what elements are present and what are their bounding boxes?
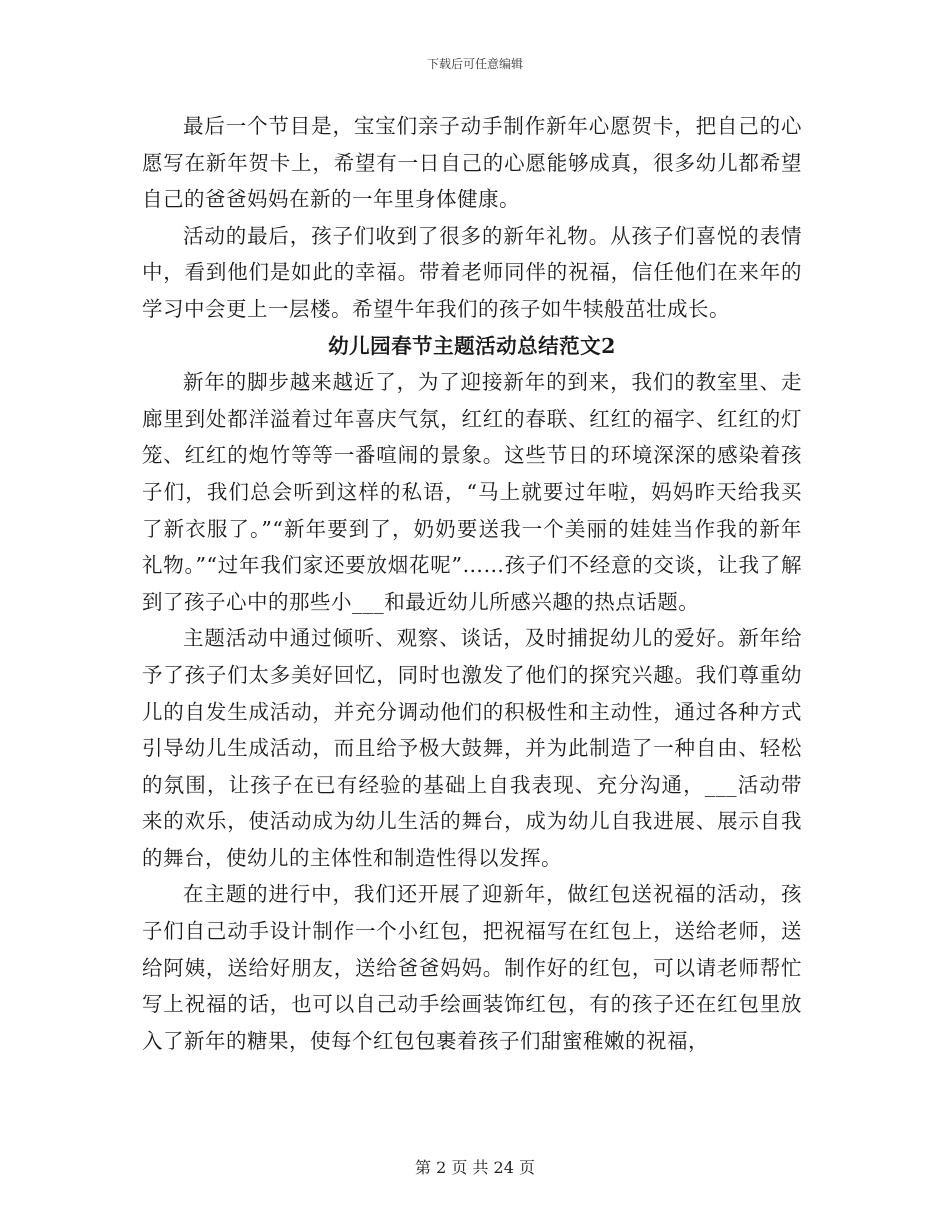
paragraph-red-envelope: 在主题的进行中，我们还开展了迎新年，做红包送祝福的活动，孩子们自己动手设计制作一个小红包，把祝福写在红包上，送给老师，送给阿姨，送给好朋友，送给爸爸妈妈。制作好的红包，可以请老师帮忙写上祝福的话，也可以自己动手绘画装饰红包，有的孩子还在红包里放入了新年的糖果，使每个红包包裹着孩子们甜蜜稚嫩的祝福，: [142, 882, 802, 1053]
paragraph-closing-gifts: 活动的最后，孩子们收到了很多的新年礼物。从孩子们喜悦的表情中，看到他们是如此的幸福。带着老师同伴的祝福，信任他们在来年的学习中会更上一层楼。希望牛年我们的孩子如牛犊般茁壮成长。: [142, 223, 802, 321]
page-number: 第 2 页 共 24 页: [415, 1158, 535, 1177]
document-body: [142, 108, 802, 1059]
section-title: 幼儿园春节主题活动总结范文2: [328, 333, 616, 358]
page-header: 下载后可任意编辑: [426, 57, 523, 71]
paragraph-theme-activity: 主题活动中通过倾听、观察、谈话，及时捕捉幼儿的爱好。新年给予了孩子们太多美好回忆，同时也激发了他们的探究兴趣。我们尊重幼儿的自发生成活动，并充分调动他们的积极性和主动性，通过各种方式引导幼儿生成活动，而且给予极大鼓舞，并为此制造了一种自由、轻松的氛围，让孩子在已有经验的基础上自我表现、充分沟通，___活动带来的欢乐，使活动成为幼儿生活的舞台，成为幼儿自我进展、展示自我的舞台，使幼儿的主体性和制造性得以发挥。: [142, 626, 802, 870]
paragraph-closing-program: 最后一个节目是，宝宝们亲子动手制作新年心愿贺卡，把自己的心愿写在新年贺卡上，希望有一日自己的心愿能够成真，很多幼儿都希望自己的爸爸妈妈在新的一年里身体健康。: [142, 114, 802, 212]
paragraph-new-year-approach: 新年的脚步越来越近了，为了迎接新年的到来，我们的教室里、走廊里到处都洋溢着过年喜庆气氛，红红的春联、红红的福字、红红的灯笼、红红的炮竹等等一番喧闹的景象。这些节日的环境深深的感染着孩子们，我们总会听到这样的私语，“马上就要过年啦，妈妈昨天给我买了新衣服了。”“新年要到了，奶奶要送我一个美丽的娃娃当作我的新年礼物。”“过年我们家还要放烟花呢”……孩子们不经意的交谈，让我了解到了孩子心中的那些小___和最近幼儿所感兴趣的热点话题。: [142, 370, 802, 614]
